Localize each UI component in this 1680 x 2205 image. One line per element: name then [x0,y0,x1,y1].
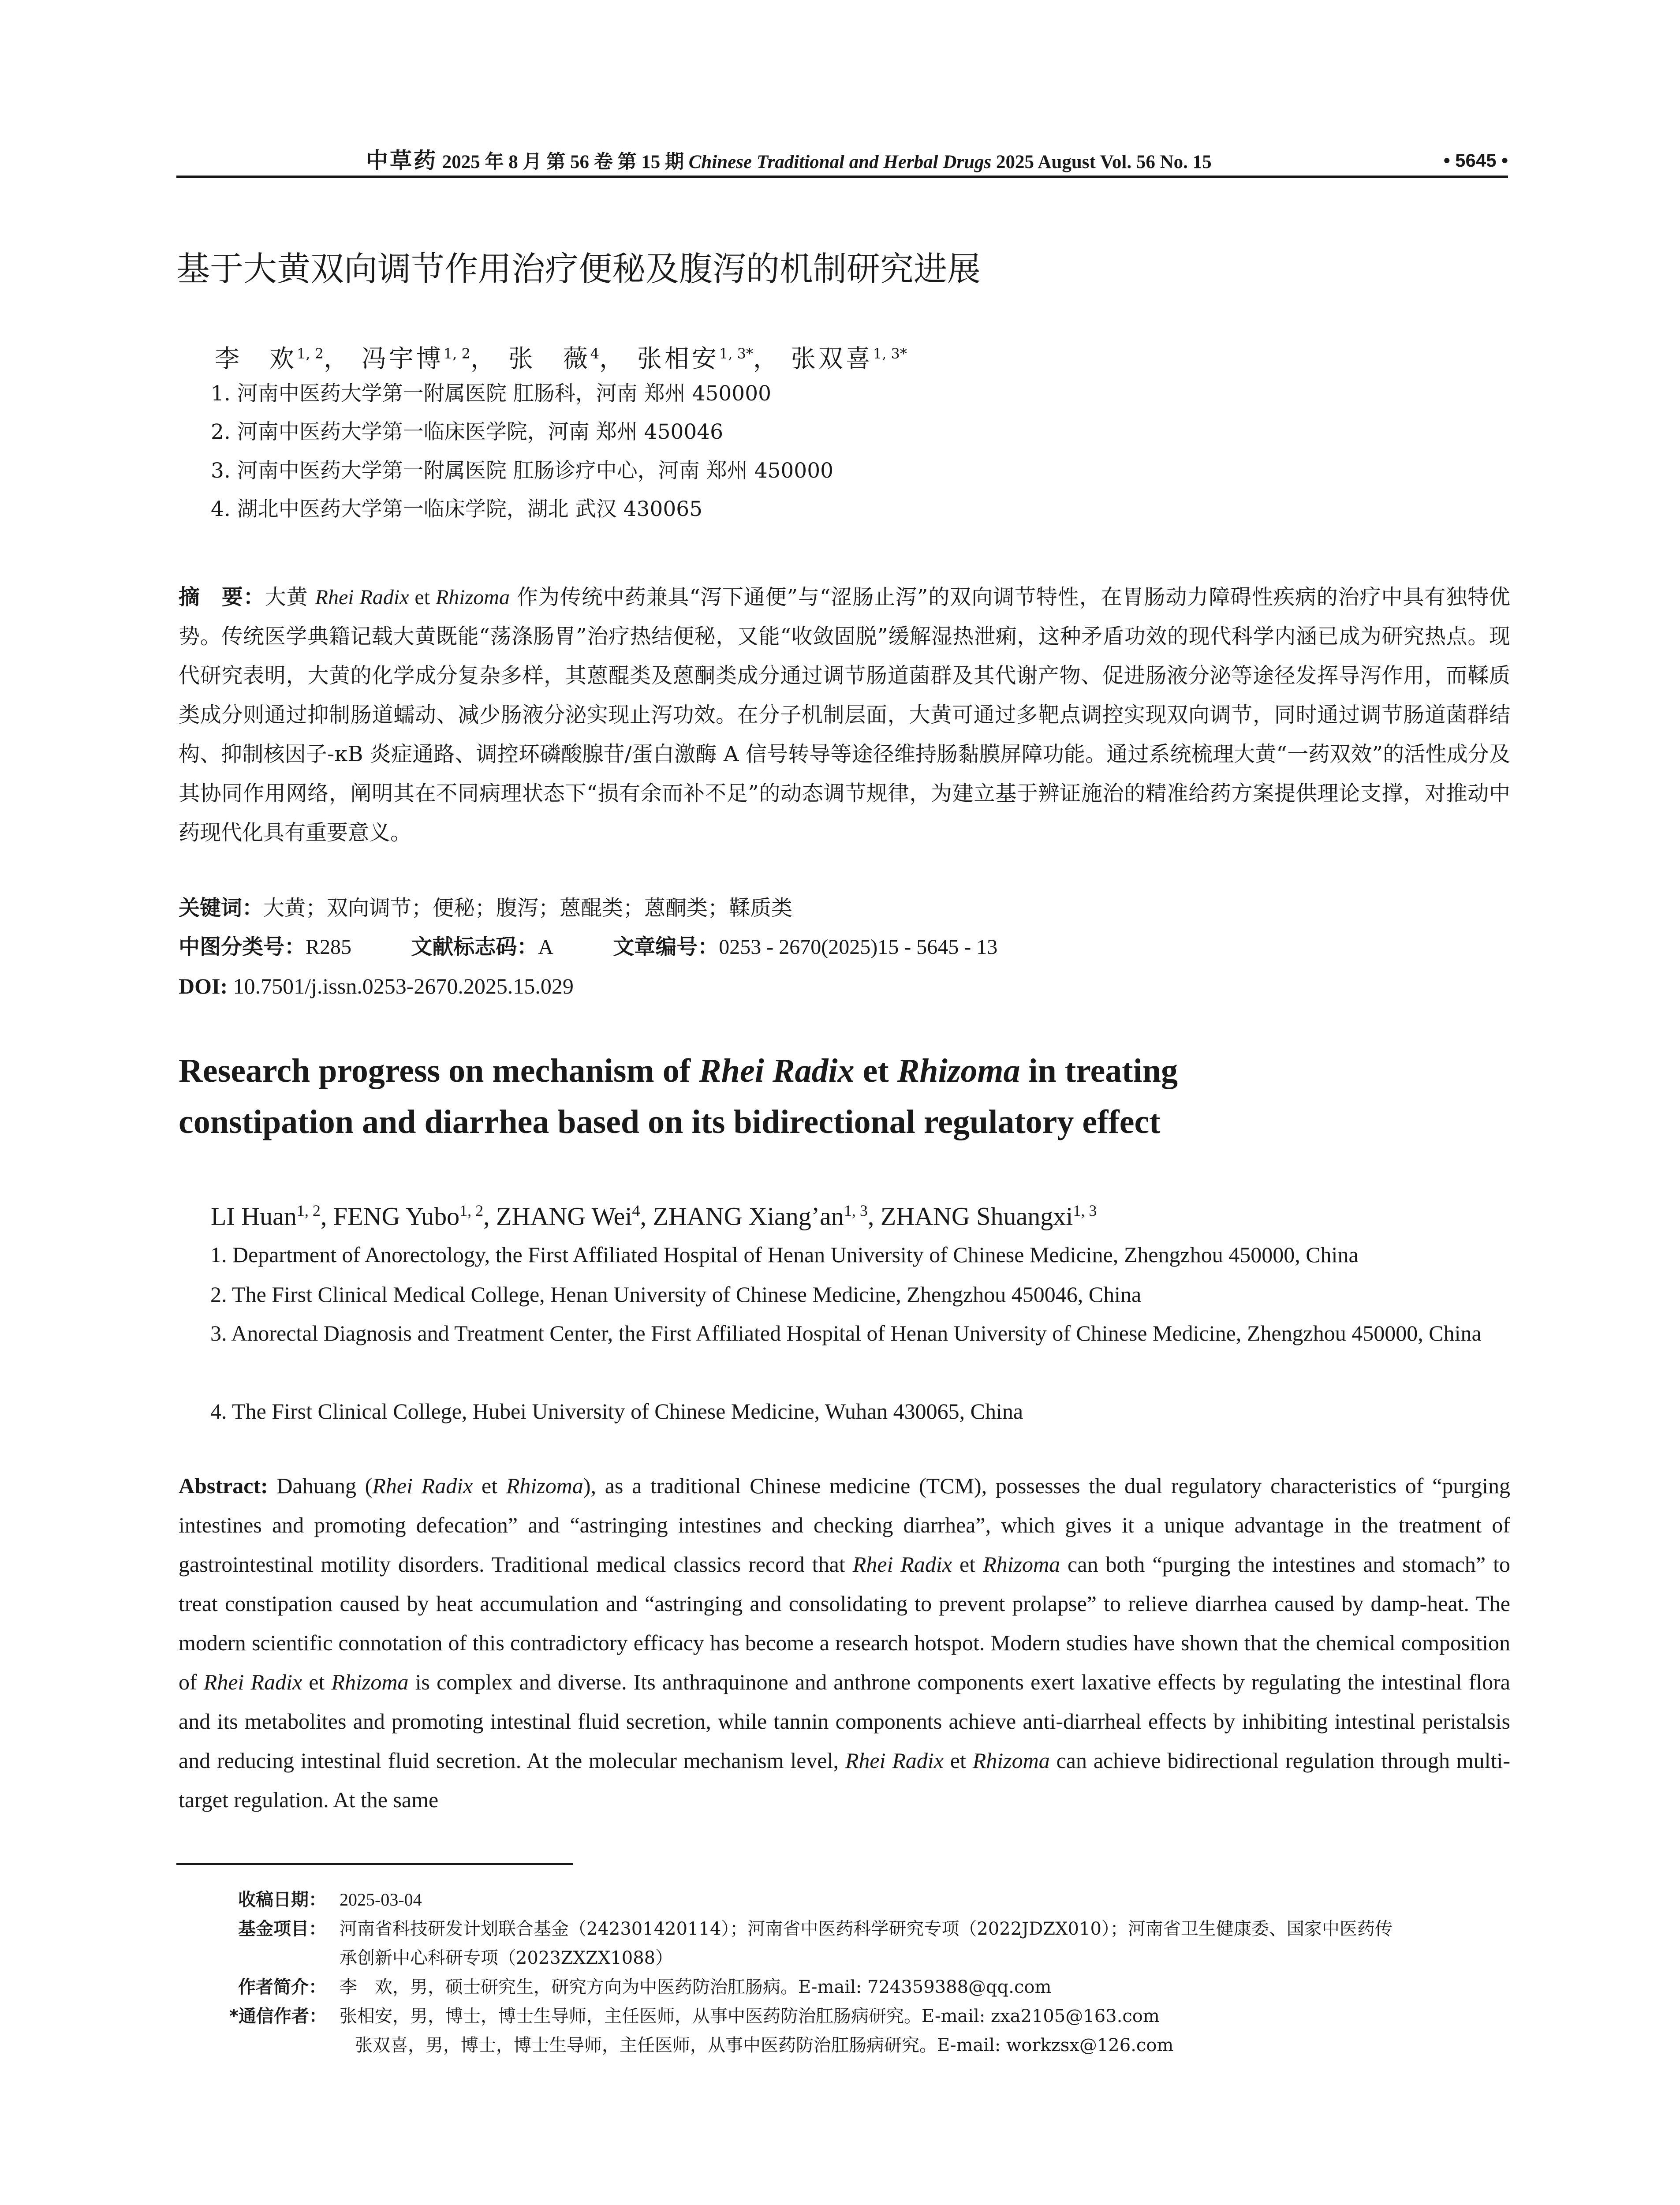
latin-name: Rhei Radix [845,1748,944,1773]
abstract-text: 大黄 [265,585,315,609]
abstract-text: can both “purging the intestines and stomach” to treat constipation caused by heat accumulation and “astringing and consolidating to prevent prolapse” to relieve diarrhea caused by damp-heat. The modern scientific connotation of this contradictory efficacy has become a research hotspot. Modern studies have shown that the chemical composition of [179,1552,1510,1694]
doi-value: 10.7501/j.issn.0253-2670.2025.15.029 [233,974,574,998]
keywords-cn [179,889,792,928]
header-citation [366,146,1212,177]
running-header [176,146,1508,178]
footnote-label: 作者简介： [238,1977,326,1997]
footnote-label: 收稿日期： [238,1890,326,1910]
keywords-text: 大黄；双向调节；便秘；腹泻；蒽醌类；蒽酮类；鞣质类 [263,896,793,920]
abstract-text: et [302,1670,332,1694]
latin-name: Rhei Radix [372,1473,473,1498]
footnote-bio [238,1973,1508,2002]
fund-text: 河南省科技研发计划联合基金（242301420114）；河南省中医药科学研究专项（2022JDZX010）；河南省卫生健康委、国家中医药传 [340,1919,1393,1939]
abstract-text: ), as a traditional Chinese medicine (TCM), possesses the dual regulatory characteristics of “purging intestines and promoting defecation” and “astringing intestines and checking diarrhea”, which gives it a unique advantage in the treatment of gastrointestinal motility disorders. Traditional medical classics record that [179,1473,1510,1577]
footnote-divider [176,1863,573,1865]
abstract-en [179,1466,1510,1820]
footnote-label: 基金项目： [238,1919,326,1939]
author-affil-mark: 1, 3* [719,345,753,362]
affiliation-cn: 4. 湖北中医药大学第一临床学院，湖北 武汉 430065 [211,497,703,521]
author-name: FENG Yubo [333,1202,460,1231]
author-affil-mark: 1, 2 [443,345,470,362]
issue-cn: 2025 年 8 月 第 56 卷 第 15 期 [442,152,684,172]
latin-name: Rhei Radix [852,1552,952,1577]
article-title-cn: 基于大黄双向调节作用治疗便秘及腹泻的机制研究进展 [176,249,981,288]
author-affil-mark: 1, 2 [296,1202,321,1219]
footnote-received [238,1885,1508,1914]
footnote-fund [238,1914,1508,1973]
title-latin: Rhizoma [897,1052,1020,1089]
abstract-text: can achieve bidirectional regulation through multi-target regulation. At the same [179,1748,1511,1812]
author-name: 张 薇 [508,344,590,374]
author-name: ZHANG Xiang’an [653,1202,844,1231]
footnote-corresponding [229,2002,1508,2031]
latin-name: Rhizoma [331,1670,409,1694]
latin-name: Rhizoma [506,1473,583,1498]
keywords-label: 关键词： [179,896,264,920]
author-affil-mark: 4 [632,1202,640,1219]
author-affil-mark: 1, 2 [459,1202,484,1219]
title-text: constipation and diarrhea based on its bidirectional regulatory effect [179,1103,1161,1140]
doc-code-label: 文献标志码： [411,934,538,959]
received-date: 2025-03-04 [340,1890,422,1910]
author-name: 张双喜 [791,344,873,374]
title-latin: Rhei Radix [699,1052,855,1089]
clc-number: R285 [306,935,352,959]
author-name: 李 欢 [215,344,297,374]
journal-name-cn: 中草药 [366,147,437,173]
affiliation-cn: 3. 河南中医药大学第一附属医院 肛肠诊疗中心，河南 郑州 450000 [211,459,834,483]
corresponding-text: 张相安，男，博士，博士生导师，主任医师，从事中医药防治肛肠病研究。E-mail: zxa2105@163.com [340,2006,1160,2026]
title-text: Research progress on mechanism of [179,1052,699,1089]
abstract-text: Dahuang ( [268,1473,373,1498]
affiliation-cn: 2. 河南中医药大学第一临床医学院，河南 郑州 450046 [211,420,724,444]
author-name: LI Huan [211,1202,297,1231]
affiliation-cn: 1. 河南中医药大学第一附属医院 肛肠科，河南 郑州 450000 [211,381,772,406]
latin-name: Rhizoma [972,1748,1050,1773]
author-list-cn: 李 欢$^{1, 2}$， 冯宇博$^{1, 2}$， 张 薇$^4$， 张相安$^{1, 3*}$， 张双喜$^{1, 3*}$ [215,344,907,374]
affiliation-en: 1. Department of Anorectology, the First Affiliated Hospital of Henan University of Chinese Medicine, Zhengzhou 450000, China [210,1242,1359,1267]
affiliation-en: 3. Anorectal Diagnosis and Treatment Center, the First Affiliated Hospital of Henan University of Chinese Medicine, Zhengzhou 450000, China [210,1321,1482,1345]
footnote-corresponding [238,2031,1508,2060]
footnotes [229,1885,1508,2060]
affiliation-en: 4. The First Clinical College, Hubei University of Chinese Medicine, Wuhan 430065, China [210,1399,1023,1424]
author-name: ZHANG Shuangxi [880,1202,1073,1231]
latin-name: Rhizoma [435,586,510,609]
footnote-label: *通信作者： [229,2006,327,2026]
abstract-text: et [409,586,436,609]
latin-name: Rhei Radix [315,586,409,609]
abstract-text: et [952,1552,983,1577]
abstract-label-cn: 摘 要： [179,585,265,609]
journal-name-en: Chinese Traditional and Herbal Drugs [688,152,992,172]
article-title-en [179,1045,1501,1147]
article-number: 0253 - 2670(2025)15 - 5645 - 13 [719,935,998,959]
abstract-text: et [943,1748,973,1773]
author-affil-mark: 1, 3 [1073,1202,1097,1219]
author-affil-mark: 1, 3 [844,1202,868,1219]
classification-line [179,927,1050,967]
author-list-en: LI Huan$^{1, 2}$, FENG Yubo$^{1, 2}$, ZHANG Wei$^4$, ZHANG Xiang’an$^{1, 3}$, ZHANG Shuangxi$^{1, 3}$ [211,1202,1097,1231]
abstract-text: et [473,1473,506,1498]
affiliation-en: 2. The First Clinical Medical College, Henan University of Chinese Medicine, Zhengzhou 450046, China [210,1282,1142,1307]
latin-name: Rhizoma [983,1552,1060,1577]
author-name: ZHANG Wei [496,1202,632,1231]
doi-line [179,967,574,1006]
abstract-text: is complex and diverse. Its anthraquinone and anthrone components exert laxative effects by regulating the intestinal flora and its metabolites and promoting intestinal fluid secretion, while tannin components achieve anti-diarrheal effects by inhibiting intestinal peristalsis and reducing intestinal fluid secretion. At the molecular mechanism level, [179,1670,1510,1773]
bio-text: 李 欢，男，硕士研究生，研究方向为中医药防治肛肠病。E-mail: 724359388@qq.com [340,1977,1052,1997]
fund-text: 承创新中心科研专项（2023ZXZX1088） [340,1948,673,1968]
clc-label: 中图分类号： [179,934,306,959]
issue-en: 2025 August Vol. 56 No. 15 [996,152,1212,172]
author-affil-mark: 1, 2 [297,345,324,362]
abstract-label-en: Abstract: [179,1473,268,1498]
latin-name: Rhei Radix [203,1670,302,1694]
author-affil-mark: 4 [590,345,600,362]
author-affil-mark: 1, 3* [873,345,907,362]
doi-label: DOI: [179,974,228,998]
page-number: • 5645 • [1443,150,1508,171]
author-name: 冯宇博 [361,344,444,374]
abstract-cn [179,578,1510,852]
article-number-label: 文章编号： [613,934,719,959]
title-text: et [854,1052,897,1089]
corresponding-text: 张双喜，男，博士，博士生导师，主任医师，从事中医药防治肛肠病研究。E-mail: workzsx@126.com [355,2035,1174,2056]
abstract-text: 作为传统中药兼具“泻下通便”与“涩肠止泻”的双向调节特性，在胃肠动力障碍性疾病的治疗中具有独特优势。传统医学典籍记载大黄既能“荡涤肠胃”治疗热结便秘，又能“收敛固脱”缓解湿热泄痢，这种矛盾功效的现代科学内涵已成为研究热点。现代研究表明，大黄的化学成分复杂多样，其蒽醌类及蒽酮类成分通过调节肠道菌群及其代谢产物、促进肠液分泌等途径发挥导泻作用，而鞣质类成分则通过抑制肠道蠕动、减少肠液分泌实现止泻功效。在分子机制层面，大黄可通过多靶点调控实现双向调节，同时通过调节肠道菌群结构、抑制核因子-κB 炎症通路、调控环磷酸腺苷/蛋白激酶 A 信号转导等途径维持肠黏膜屏障功能。通过系统梳理大黄“一药双效”的活性成分及其协同作用网络，阐明其在不同病理状态下“损有余而补不足”的动态调节规律，为建立基于辨证施治的精准给药方案提供理论支撑，对推动中药现代化具有重要意义。 [179,585,1511,845]
title-text: in treating [1020,1052,1178,1089]
author-name: 张相安 [637,344,719,374]
doc-code: A [538,935,553,959]
